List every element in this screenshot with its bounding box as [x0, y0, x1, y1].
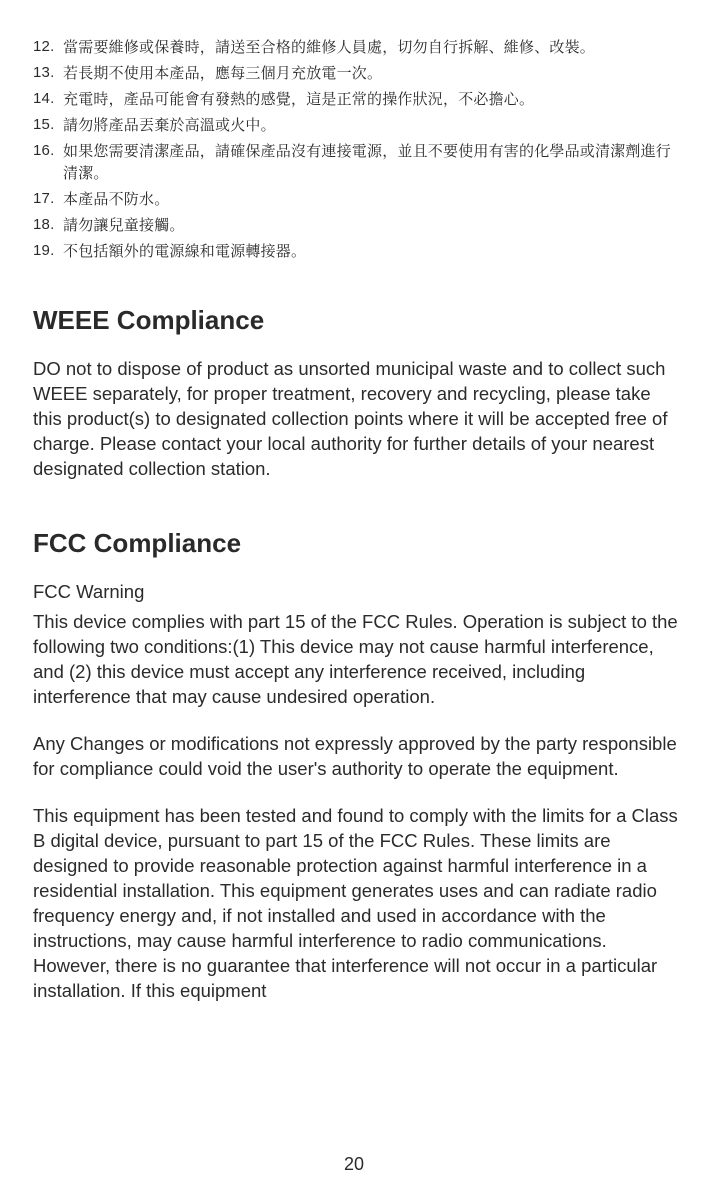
- fcc-paragraph-3: This equipment has been tested and found to comply with the limits for a Class B digital device, pursuant to part 15 of the FCC Rules. These limits are designed to provide reasonable protection against harmful interference in a residential installation. This equipment generates uses and can radiate radio frequency energy and, if not installed and used in accordance with the instructions, may cause harmful interference to radio communications. However, there is no guarantee that interference will not occur in a particular installation. If this equipment: [33, 805, 678, 1001]
- safety-note-15: [33, 114, 683, 136]
- safety-note-text: 若長期不使用本產品，應每三個月充放電一次。: [63, 64, 383, 82]
- safety-note-text: 請勿讓兒童接觸。: [63, 216, 185, 234]
- safety-note-text: 不包括額外的電源線和電源轉接器。: [63, 242, 307, 260]
- safety-note-text: 本產品不防水。: [63, 190, 170, 208]
- safety-note-number: 14.: [33, 90, 55, 107]
- safety-note-18: [33, 214, 683, 236]
- safety-note-text: 充電時，產品可能會有發熱的感覺，這是正常的操作狀況，不必擔心。: [63, 90, 535, 108]
- safety-note-number: 16.: [33, 142, 55, 159]
- safety-note-13: [33, 62, 683, 84]
- safety-note-17: [33, 188, 683, 210]
- safety-note-text: 請勿將產品丟棄於高溫或火中。: [63, 116, 276, 134]
- safety-note-number: 12.: [33, 38, 55, 55]
- safety-note-text: 當需要維修或保養時，請送至合格的維修人員處，切勿自行拆解、維修、改裝。: [63, 38, 596, 56]
- safety-note-number: 19.: [33, 242, 55, 259]
- manual-page: [33, 36, 683, 1003]
- safety-note-number: 13.: [33, 64, 55, 81]
- page-number: 20: [343, 1154, 365, 1174]
- safety-note-16: [33, 140, 683, 184]
- safety-notes-list: [33, 36, 683, 262]
- safety-note-number: 18.: [33, 216, 55, 233]
- safety-note-12: [33, 36, 683, 58]
- safety-note-text: 如果您需要清潔產品，請確保產品沒有連接電源，並且不要使用有害的化學品或清潔劑進行清潔。: [63, 142, 672, 182]
- safety-note-14: [33, 88, 683, 110]
- fcc-compliance-heading: FCC Compliance: [33, 528, 242, 558]
- fcc-paragraph-2: Any Changes or modifications not expressly approved by the party responsible for compliance could void the user's authority to operate the equipment.: [33, 733, 677, 779]
- weee-compliance-text: DO not to dispose of product as unsorted municipal waste and to collect such WEEE separately, for proper treatment, recovery and recycling, please take this product(s) to designated collection points where it will be accepted free of charge. Please contact your local authority for further details of your nearest designated collection station.: [33, 358, 668, 479]
- fcc-paragraph-1: This device complies with part 15 of the FCC Rules. Operation is subject to the following two conditions:(1) This device may not cause harmful interference, and (2) this device must accept any interference received, including interference that may cause undesired operation.: [33, 611, 678, 707]
- fcc-warning-label: FCC Warning: [33, 581, 145, 602]
- safety-note-19: [33, 240, 683, 262]
- safety-note-number: 15.: [33, 116, 55, 133]
- safety-note-number: 17.: [33, 190, 55, 207]
- weee-compliance-heading: WEEE Compliance: [33, 305, 265, 335]
